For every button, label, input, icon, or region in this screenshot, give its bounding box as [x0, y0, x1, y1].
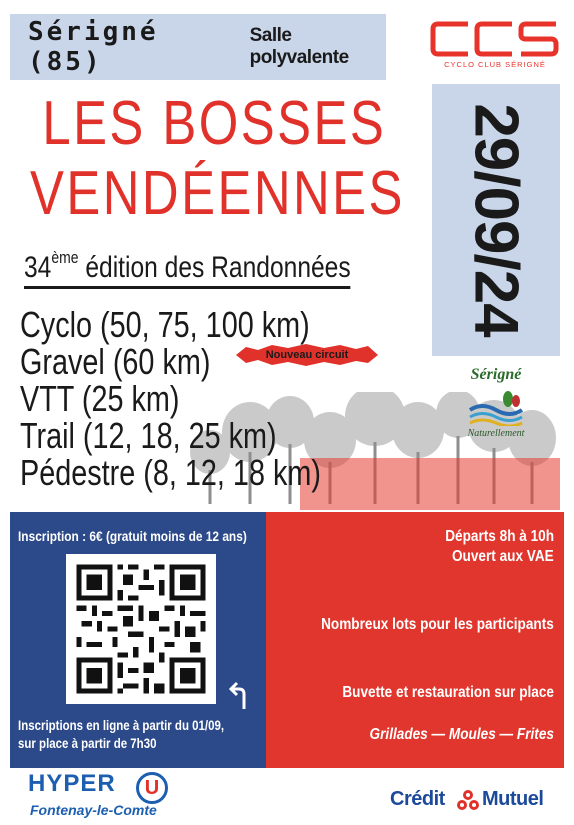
- hyper-u-name: HYPER: [28, 770, 116, 797]
- serigne-logo: [432, 364, 560, 456]
- qr-code-graphic: [66, 554, 216, 704]
- inscription-price: Inscription : 6€ (gratuit moins de 12 ans): [18, 528, 247, 544]
- location-banner: [10, 14, 386, 80]
- edition-text: édition des Randonnées: [78, 251, 351, 284]
- qr-code-icon[interactable]: [66, 554, 216, 704]
- edition-line: [24, 250, 351, 289]
- activity-vtt: VTT (25 km): [20, 378, 180, 419]
- serigne-logo-name: Sérigné: [470, 366, 522, 383]
- activity-gravel: Gravel (60 km): [20, 341, 211, 382]
- hyper-u-badge: [136, 772, 168, 804]
- edition-suffix: ème: [51, 248, 79, 267]
- ccs-logo-mark: [430, 18, 560, 60]
- online-registration-line-2: sur place à partir de 7h30: [18, 735, 157, 751]
- activity-trail: Trail (12, 18, 25 km): [20, 415, 277, 456]
- new-circuit-badge: [236, 344, 378, 366]
- date-panel: [432, 84, 560, 356]
- red-highlight-strip: [300, 458, 560, 510]
- prizes-info: Nombreux lots pour les participants: [321, 616, 554, 633]
- ccs-subtitle: CYCLO CLUB SÉRIGNÉ: [444, 60, 546, 69]
- venue-label: Salle polyvalente: [249, 25, 349, 68]
- online-registration-line-1: Inscriptions en ligne à partir du 01/09,: [18, 717, 225, 733]
- hyper-u-letter: U: [144, 777, 160, 799]
- serigne-logo-mark: [468, 390, 524, 426]
- credit-mutuel-part-2: Mutuel: [482, 788, 544, 810]
- edition-number: 34: [24, 251, 52, 284]
- badge-label: Nouveau circuit: [265, 349, 349, 361]
- title-line-1: LES BOSSES: [42, 89, 387, 158]
- town-label: Sérigné (85): [28, 17, 159, 77]
- event-date: 29/09/24: [461, 103, 531, 337]
- activity-cyclo: Cyclo (50, 75, 100 km): [20, 304, 310, 345]
- hyper-u-logo: [28, 770, 188, 820]
- activity-pedestre: Pédestre (8, 12, 18 km): [20, 452, 321, 493]
- serigne-logo-tagline: Naturellement: [467, 428, 525, 439]
- vae-info: Ouvert aux VAE: [452, 548, 554, 565]
- refreshments-info: Buvette et restauration sur place: [342, 684, 554, 701]
- title-line-2: VENDÉENNES: [30, 159, 405, 228]
- credit-mutuel-part-1: Crédit: [390, 788, 445, 810]
- ccs-logo: [430, 18, 560, 70]
- online-registration-info: [18, 716, 224, 752]
- credit-mutuel-icon: [456, 788, 480, 812]
- food-menu: Grillades — Moules — Frites: [369, 726, 554, 743]
- credit-mutuel-logo: [390, 786, 560, 816]
- event-info-panel: [266, 512, 564, 768]
- hyper-u-town: Fontenay-le-Comte: [30, 802, 157, 818]
- registration-panel: [10, 512, 266, 768]
- turn-left-arrow-icon: [228, 680, 252, 710]
- departures-time: Départs 8h à 10h: [445, 528, 554, 545]
